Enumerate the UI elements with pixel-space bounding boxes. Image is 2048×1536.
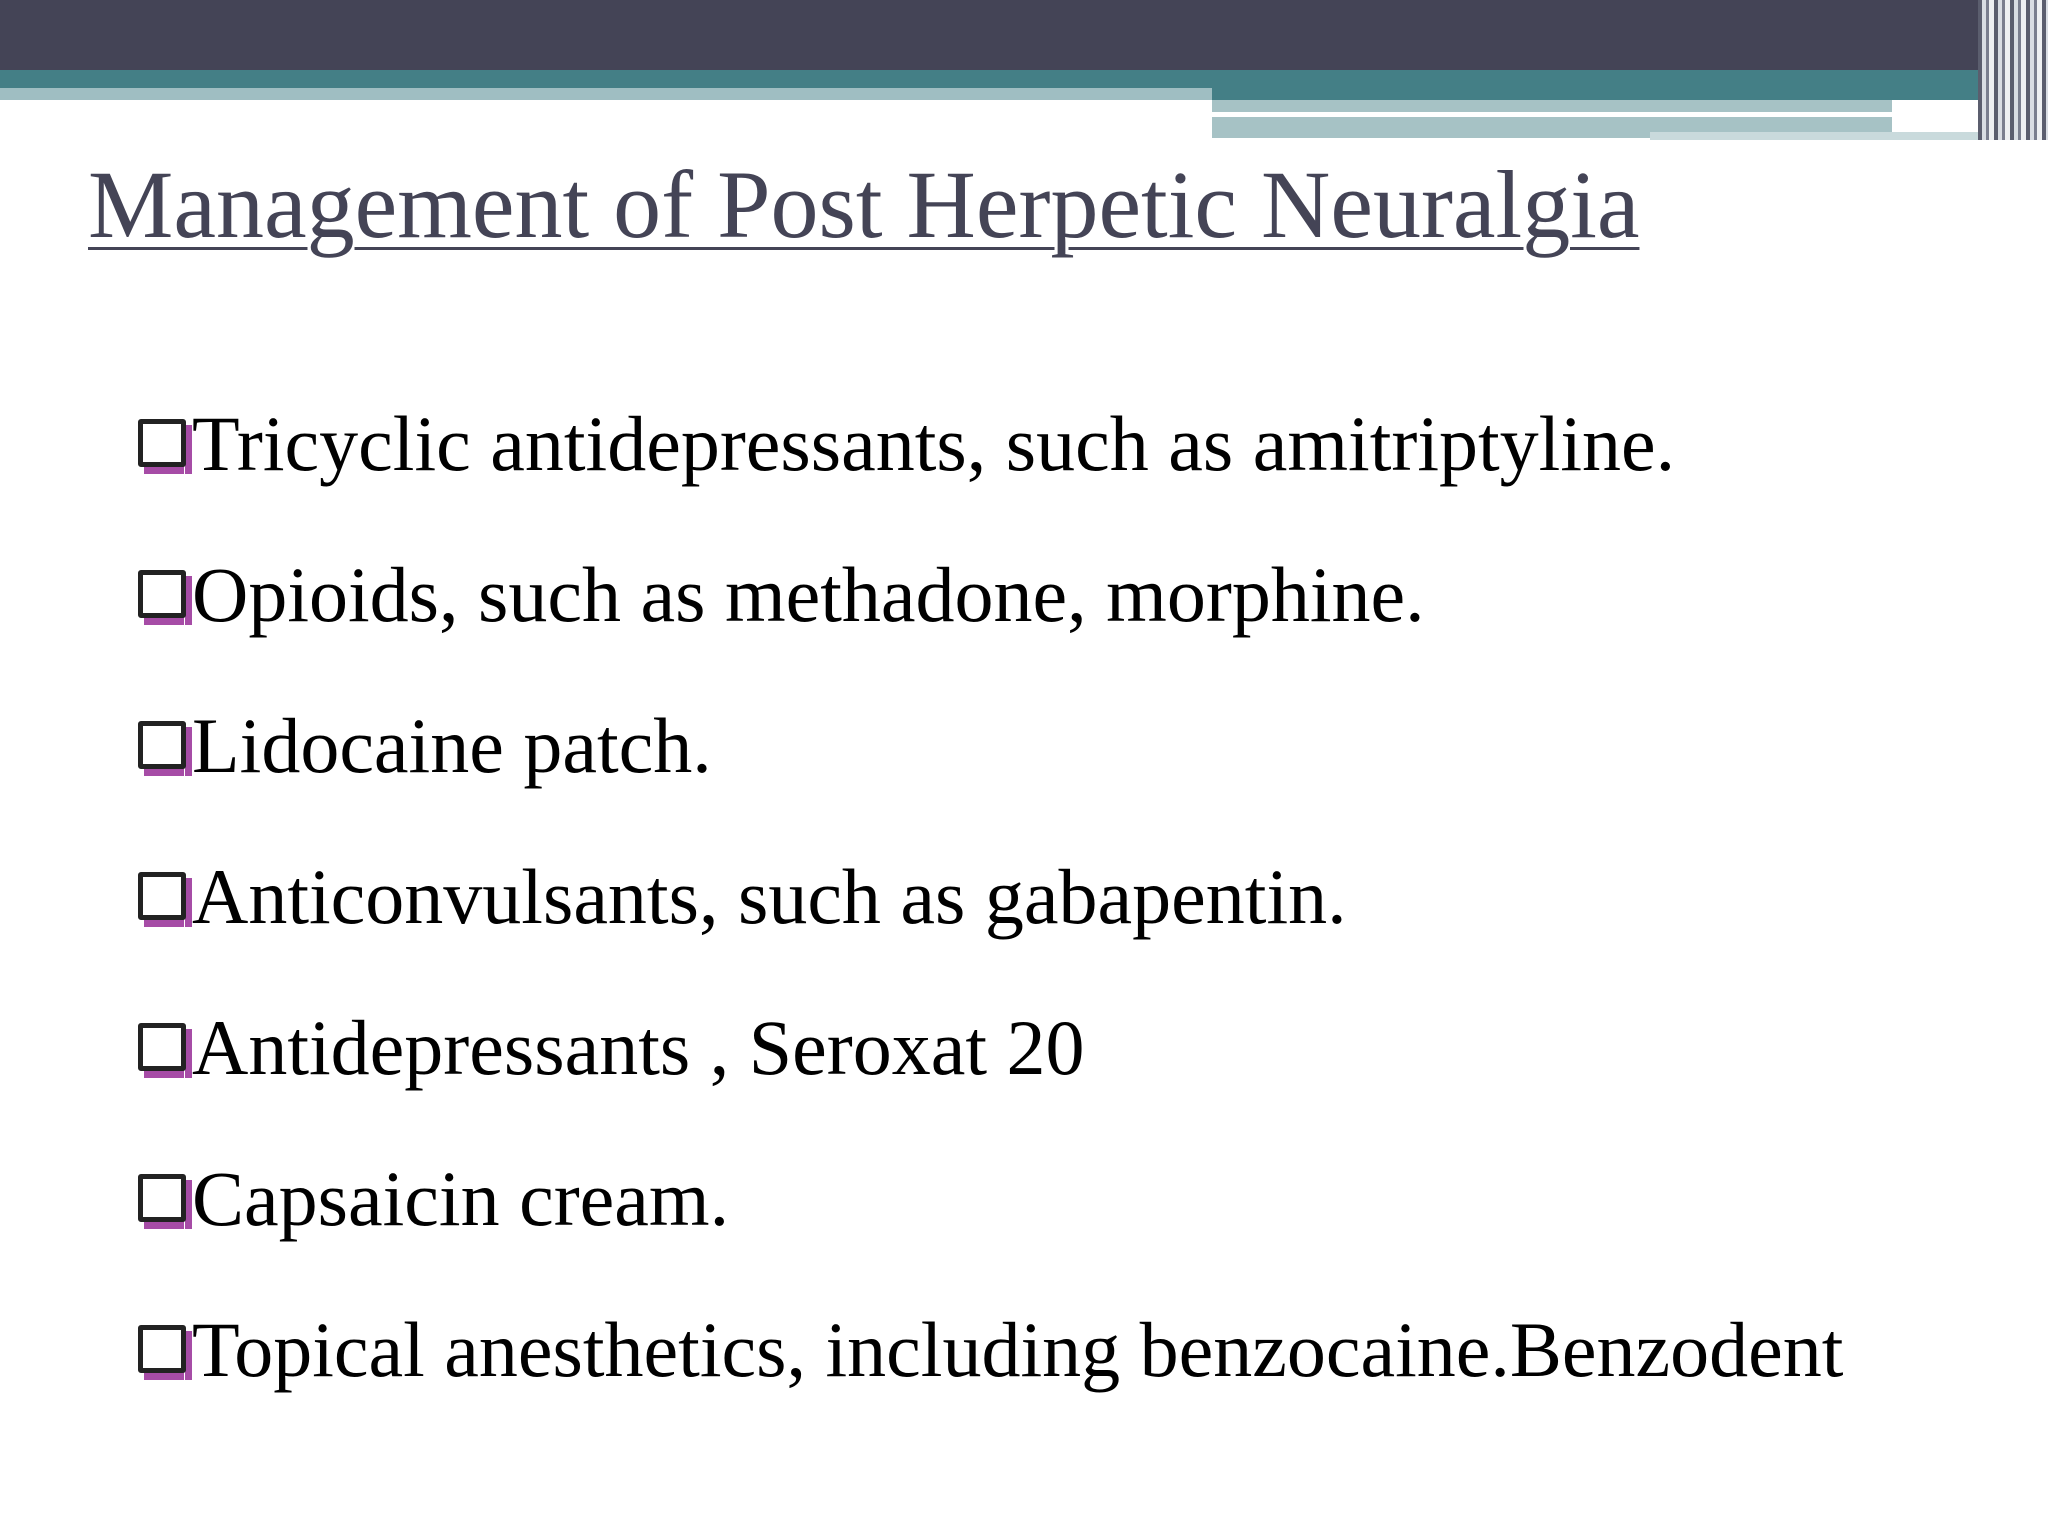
header-band-teal (0, 70, 2048, 88)
header-band-teal-right (1212, 88, 2048, 100)
checkbox-bullet-icon (134, 413, 192, 475)
checkbox-bullet-icon (134, 1168, 192, 1230)
bullet-text: Anticonvulsants, such as gabapentin. (192, 852, 1347, 940)
bullet-text: Capsaicin cream. (192, 1154, 730, 1242)
checkbox-bullet-icon (134, 715, 192, 777)
bullet-text: Topical anesthetics, including benzocaine.Benzodent (192, 1305, 1844, 1393)
bullet-item (134, 972, 1843, 1123)
header-band-light-right-lower (1650, 132, 1980, 140)
slide-title: Management of Post Herpetic Neuralgia (88, 151, 1640, 258)
bullet-text: Lidocaine patch. (192, 701, 712, 789)
checkbox-bullet-icon (134, 1319, 192, 1381)
header-stripes (1978, 0, 2048, 140)
header-white-line (1212, 112, 1898, 117)
bullet-item (134, 1123, 1843, 1274)
bullet-list (134, 368, 1843, 1425)
bullet-text: Antidepressants , Seroxat 20 (192, 1003, 1085, 1091)
bullet-text: Tricyclic antidepressants, such as amitriptyline. (192, 399, 1676, 487)
header-band-light (0, 88, 1212, 100)
bullet-item (134, 368, 1843, 519)
checkbox-bullet-icon (134, 866, 192, 928)
bullet-item (134, 670, 1843, 821)
bullet-item (134, 1274, 1843, 1425)
bullet-item (134, 519, 1843, 670)
checkbox-bullet-icon (134, 564, 192, 626)
checkbox-bullet-icon (134, 1017, 192, 1079)
bullet-item (134, 821, 1843, 972)
header-band-dark (0, 0, 2048, 70)
bullet-text: Opioids, such as methadone, morphine. (192, 550, 1425, 638)
